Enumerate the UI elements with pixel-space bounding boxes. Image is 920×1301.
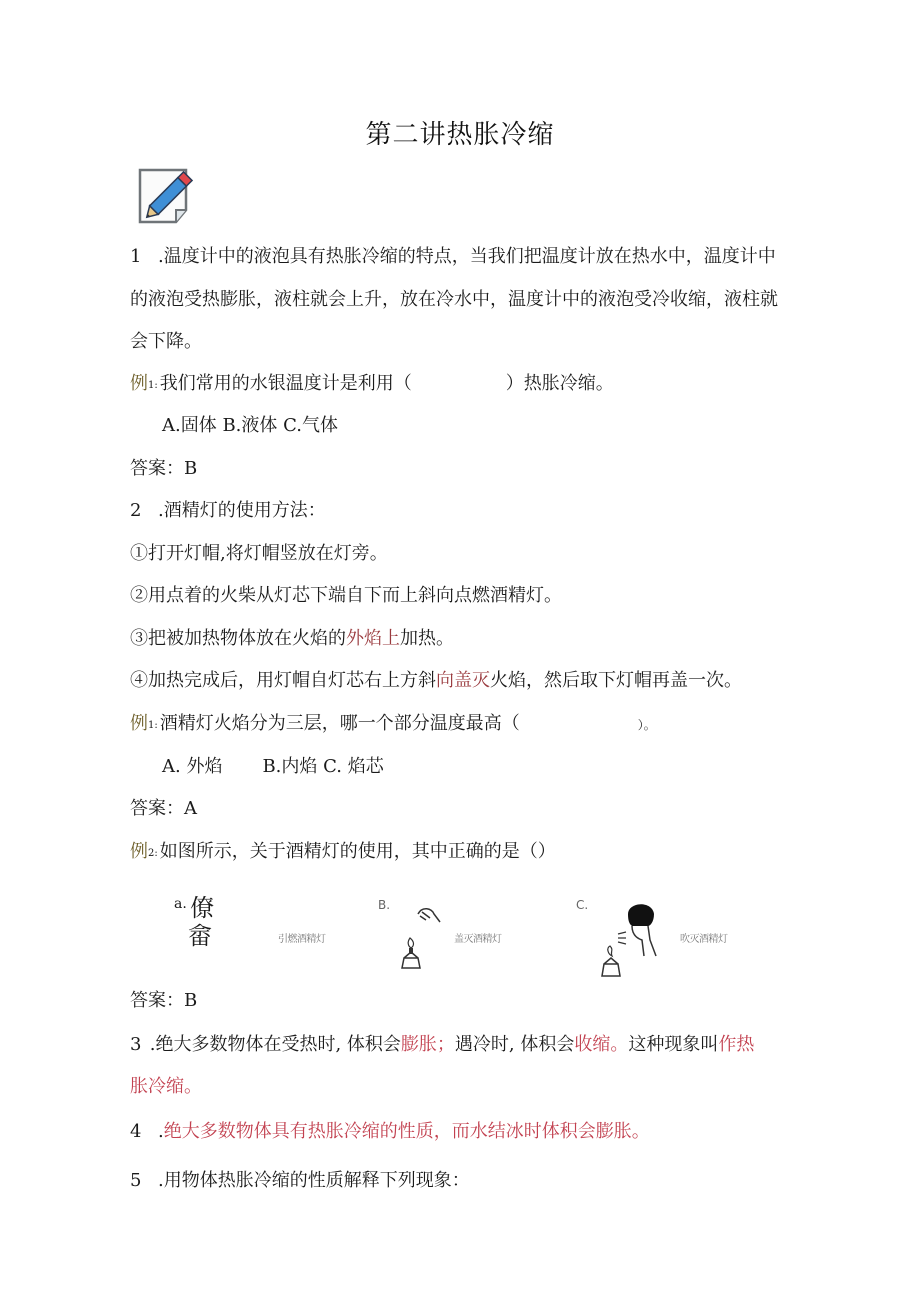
example-1-question: 例1: 我们常用的水银温度计是利用（ ）热胀冷缩。 bbox=[130, 373, 614, 394]
page-title: 第二讲热胀冷缩 bbox=[365, 120, 555, 150]
section-1-line-3: 会下降。 bbox=[130, 331, 202, 352]
pencil-note-icon bbox=[136, 164, 206, 228]
example-label: 例 bbox=[130, 713, 148, 734]
example-1-answer: 答案：B bbox=[130, 458, 198, 479]
example-2-1-answer: 答案：A bbox=[130, 798, 197, 819]
highlight-expand: 膨胀； bbox=[400, 1034, 455, 1055]
highlight-cover: 向盖灭 bbox=[436, 670, 490, 691]
section-1-line-2: 的液泡受热膨胀，液柱就会上升，放在冷水中，温度计中的液泡受冷收缩，液柱就 bbox=[130, 289, 778, 310]
section-1-line-1: 1 .温度计中的液泡具有热胀冷缩的特点，当我们把温度计放在热水中，温度计中 bbox=[130, 246, 776, 267]
section-3-line-1: 3 .绝大多数物体在受热时, 体积会膨胀；遇冷时, 体积会收缩。这种现象叫作热 bbox=[130, 1034, 755, 1055]
person-blowing-lamp-icon bbox=[598, 900, 668, 980]
example-2-2-answer: 答案：B bbox=[130, 990, 198, 1011]
example-label: 例 bbox=[130, 373, 148, 394]
hand-cap-lamp-icon bbox=[396, 904, 456, 974]
highlight-property: 绝大多数物体具有热胀冷缩的性质，而水结冰时体积会膨胀。 bbox=[163, 1121, 650, 1142]
section-5: 5 .用物体热胀冷缩的性质解释下列现象： bbox=[130, 1170, 470, 1191]
step-1: ①打开灯帽,将灯帽竖放在灯旁。 bbox=[130, 543, 388, 564]
example-2-1-options: A. 外焰 B.内焰 C. 焰芯 bbox=[162, 756, 384, 777]
step-3: ③把被加热物体放在火焰的外焰上加热。 bbox=[130, 628, 454, 649]
example-2-2-question: 例2: 如图所示，关于酒精灯的使用，其中正确的是（） bbox=[130, 841, 556, 862]
example-label: 例 bbox=[130, 841, 148, 862]
highlight-outer-flame: 外焰上 bbox=[346, 628, 400, 649]
highlight-contract: 收缩。 bbox=[574, 1034, 629, 1055]
example-2-1-question: 例1: 酒精灯火焰分为三层，哪一个部分温度最高（ ）。 bbox=[130, 713, 656, 734]
alcohol-lamp-figures: a. 僚 畲 引燃酒精灯 B. 盖灭酒精灯 C. 吹灭酒精灯 bbox=[168, 890, 748, 980]
highlight-term: 作热 bbox=[718, 1034, 755, 1055]
step-4: ④加热完成后，用灯帽自灯芯右上方斜向盖灭火焰，然后取下灯帽再盖一次。 bbox=[130, 670, 742, 691]
section-2-heading: 2 .酒精灯的使用方法： bbox=[130, 500, 326, 521]
step-2: ②用点着的火柴从灯芯下端自下而上斜向点燃酒精灯。 bbox=[130, 585, 562, 606]
section-3-line-2: 胀冷缩。 bbox=[130, 1076, 202, 1097]
example-1-options: A.固体 B.液体 C.气体 bbox=[162, 415, 338, 436]
section-4: 4 .绝大多数物体具有热胀冷缩的性质，而水结冰时体积会膨胀。 bbox=[130, 1121, 650, 1142]
